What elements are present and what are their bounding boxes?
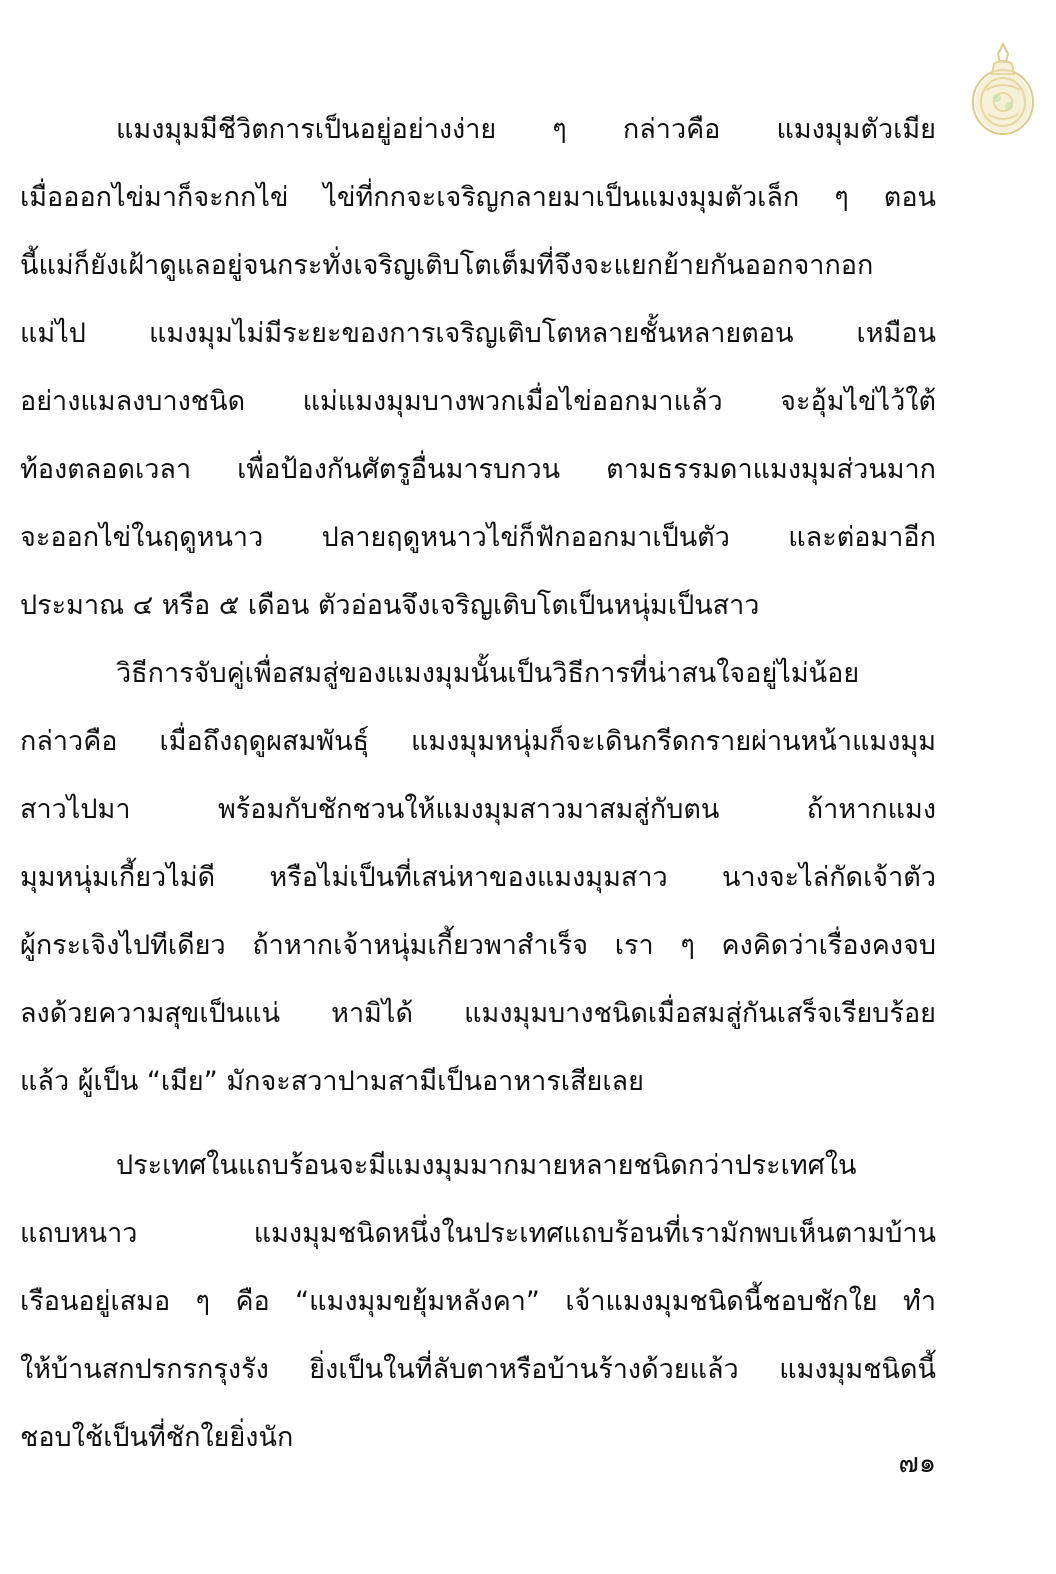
page-number: ๗๑ [898,1448,936,1479]
text-line: แถบหนาว แมงมุมชนิดหนึ่งในประเทศแถบร้อนที่เรามักพบเห็นตามบ้าน [20,1218,936,1249]
body-text [20,96,936,1472]
text-line: แล้ว ผู้เป็น “เมีย” มักจะสวาปามสามีเป็นอาหารเสียเลย [20,1066,644,1097]
text-line: เมื่อออกไข่มาก็จะกกไข่ ไข่ที่กกจะเจริญกลายมาเป็นแมงมุมตัวเล็ก ๆ ตอน [20,182,936,213]
paragraph [20,640,936,1116]
text-line: กล่าวคือ เมื่อถึงฤดูผสมพันธุ์ แมงมุมหนุ่มก็จะเดินกรีดกรายผ่านหน้าแมงมุม [20,726,936,757]
paragraph [20,96,936,640]
text-line: จะออกไข่ในฤดูหนาว ปลายฤดูหนาวไข่ก็ฟักออกมาเป็นตัว และต่อมาอีก [20,522,936,553]
text-line: อย่างแมลงบางชนิด แม่แมงมุมบางพวกเมื่อไข่ออกมาแล้ว จะอุ้มไข่ไว้ใต้ [20,386,936,417]
text-line: นี้แม่ก็ยังเฝ้าดูแลอยู่จนกระทั่งเจริญเติบโตเต็มที่จึงจะแยกย้ายกันออกจากอก [20,250,874,281]
text-line: ให้บ้านสกปรกรกรุงรัง ยิ่งเป็นในที่ลับตาหรือบ้านร้างด้วยแล้ว แมงมุมชนิดนี้ [20,1354,936,1385]
text-line: แมงมุมมีชีวิตการเป็นอยู่อย่างง่าย ๆ กล่าวคือ แมงมุมตัวเมีย [116,114,936,145]
text-line: ชอบใช้เป็นที่ชักใยยิ่งนัก [20,1422,294,1453]
text-line: แม่ไป แมงมุมไม่มีระยะของการเจริญเติบโตหลายชั้นหลายตอน เหมือน [20,318,936,349]
paragraph-gap [20,1116,936,1132]
text-line: สาวไปมา พร้อมกับชักชวนให้แมงมุมสาวมาสมสู่กับตน ถ้าหากแมง [20,794,936,825]
text-line: ลงด้วยความสุขเป็นแน่ หามิได้ แมงมุมบางชนิดเมื่อสมสู่กันเสร็จเรียบร้อย [20,998,936,1029]
text-line: ประเทศในแถบร้อนจะมีแมงมุมมากมายหลายชนิดกว่าประเทศใน [116,1150,857,1181]
paragraph [20,1132,936,1472]
text-line: มุมหนุ่มเกี้ยวไม่ดี หรือไม่เป็นที่เสน่หาของแมงมุมสาว นางจะไล่กัดเจ้าตัว [20,862,936,893]
text-line: ผู้กระเจิงไปทีเดียว ถ้าหากเจ้าหนุ่มเกี้ยวพาสำเร็จ เรา ๆ คงคิดว่าเรื่องคงจบ [20,930,936,961]
text-line: วิธีการจับคู่เพื่อสมสู่ของแมงมุมนั้นเป็นวิธีการที่น่าสนใจอยู่ไม่น้อย [116,658,860,689]
school-emblem-icon [964,40,1042,140]
text-line: ประมาณ ๔ หรือ ๕ เดือน ตัวอ่อนจึงเจริญเติบโตเป็นหนุ่มเป็นสาว [20,590,760,621]
text-line: เรือนอยู่เสมอ ๆ คือ “แมงมุมขยุ้มหลังคา” เจ้าแมงมุมชนิดนี้ชอบชักใย ทำ [20,1286,936,1317]
text-line: ท้องตลอดเวลา เพื่อป้องกันศัตรูอื่นมารบกวน ตามธรรมดาแมงมุมส่วนมาก [20,454,936,485]
